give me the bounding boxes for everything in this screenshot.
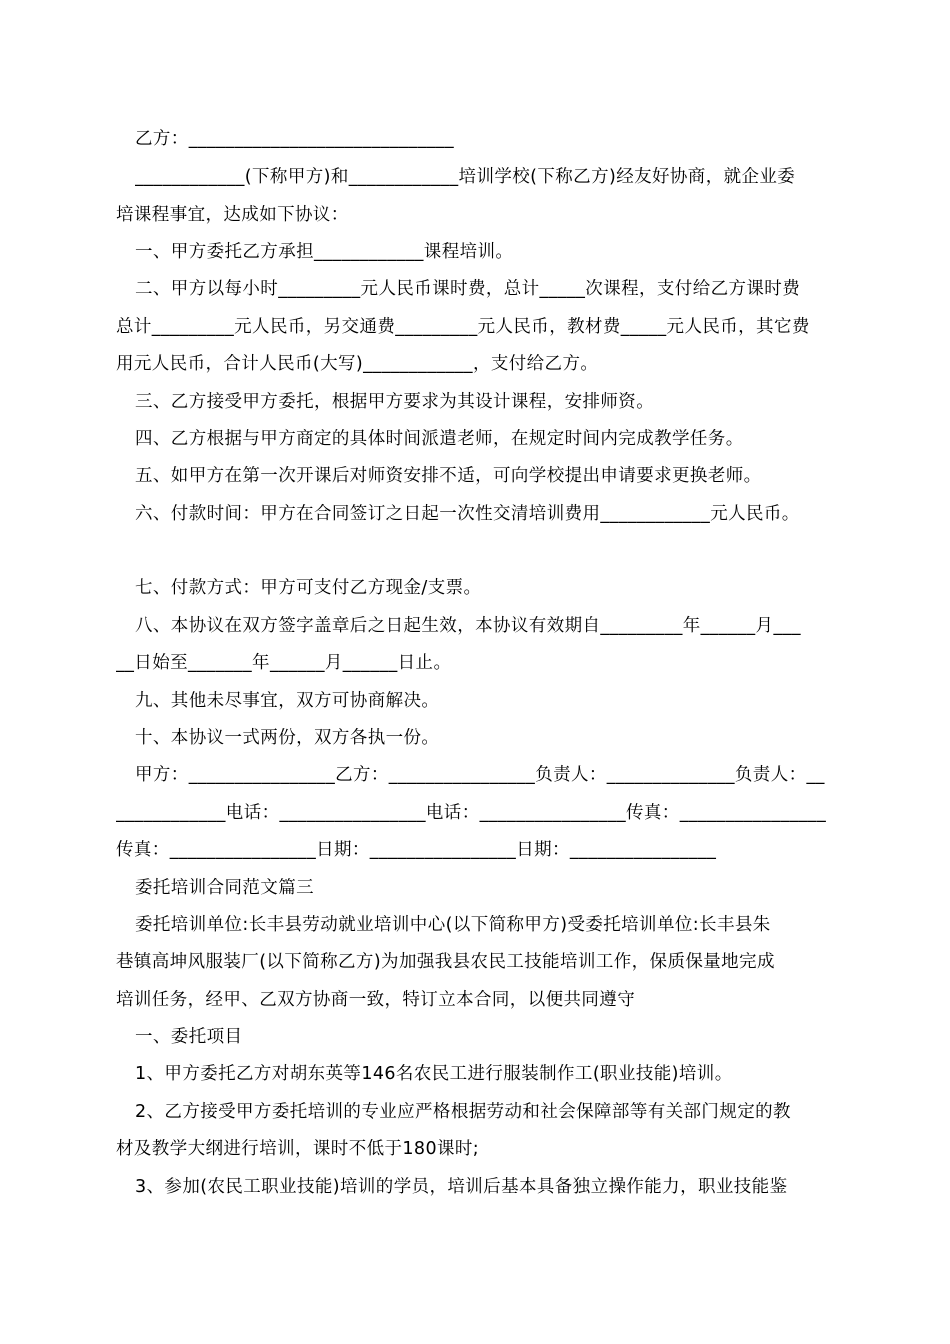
- item-3: 3、参加(农民工职业技能)培训的学员，培训后基本具备独立操作能力，职业技能鉴: [135, 1177, 788, 1197]
- party-b-line: 乙方：_____________________________: [135, 129, 455, 149]
- item-heading: 一、委托项目: [135, 1027, 243, 1047]
- clause-8-line-2: __日始至_______年______月______日止。: [116, 653, 452, 673]
- clause-2-line-1: 二、甲方以每小时_________元人民币课时费，总计_____次课程，支付给乙方课时费: [135, 279, 801, 299]
- clause-2-line-2: 总计_________元人民币，另交通费_________元人民币，教材费_____元人民币，其它费: [116, 317, 810, 337]
- item-1: 1、甲方委托乙方对胡东英等146名农民工进行服装制作工(职业技能)培训。: [135, 1064, 733, 1084]
- clause-4: 四、乙方根据与甲方商定的具体时间派遣老师，在规定时间内完成教学任务。: [135, 429, 744, 449]
- section3-intro-line-3: 培训任务，经甲、乙双方协商一致，特订立本合同，以便共同遵守: [116, 990, 636, 1010]
- clause-7: 七、付款方式：甲方可支付乙方现金/支票。: [135, 578, 482, 598]
- signature-line-1: 甲方：________________乙方：________________负责人：______________负责人：__: [135, 765, 825, 785]
- item-2-line-2: 材及教学大纲进行培训，课时不低于180课时;: [116, 1139, 480, 1159]
- section3-intro-line-1: 委托培训单位:长丰县劳动就业培训中心(以下简称甲方)受委托培训单位:长丰县朱: [135, 915, 771, 935]
- clause-6: 六、付款时间：甲方在合同签订之日起一次性交清培训费用____________元人民币。: [135, 504, 800, 524]
- section-title: 委托培训合同范文篇三: [135, 878, 314, 898]
- clause-10: 十、本协议一式两份，双方各执一份。: [135, 728, 440, 748]
- clause-2-line-3: 用元人民币，合计人民币(大写)____________，支付给乙方。: [116, 354, 599, 374]
- signature-line-3: 传真：________________日期：________________日期：________________: [116, 840, 717, 860]
- intro-line-2: 培课程事宜，达成如下协议：: [116, 205, 349, 225]
- clause-8-line-1: 八、本协议在双方签字盖章后之日起生效，本协议有效期自_________年______月___: [135, 616, 801, 636]
- section3-intro-line-2: 巷镇高坤风服装厂(以下简称乙方)为加强我县农民工技能培训工作，保质保量地完成: [116, 952, 775, 972]
- clause-9: 九、其他未尽事宜，双方可协商解决。: [135, 691, 440, 711]
- clause-3: 三、乙方接受甲方委托，根据甲方要求为其设计课程，安排师资。: [135, 392, 655, 412]
- signature-line-2: ____________电话：________________电话：________________传真：________________: [116, 803, 827, 823]
- clause-5: 五、如甲方在第一次开课后对师资安排不适，可向学校提出申请要求更换老师。: [135, 466, 762, 486]
- item-2-line-1: 2、乙方接受甲方委托培训的专业应严格根据劳动和社会保障部等有关部门规定的教: [135, 1102, 791, 1122]
- clause-1: 一、甲方委托乙方承担____________课程培训。: [135, 242, 514, 262]
- intro-line-1: ____________(下称甲方)和____________培训学校(下称乙方)经友好协商，就企业委: [135, 167, 796, 187]
